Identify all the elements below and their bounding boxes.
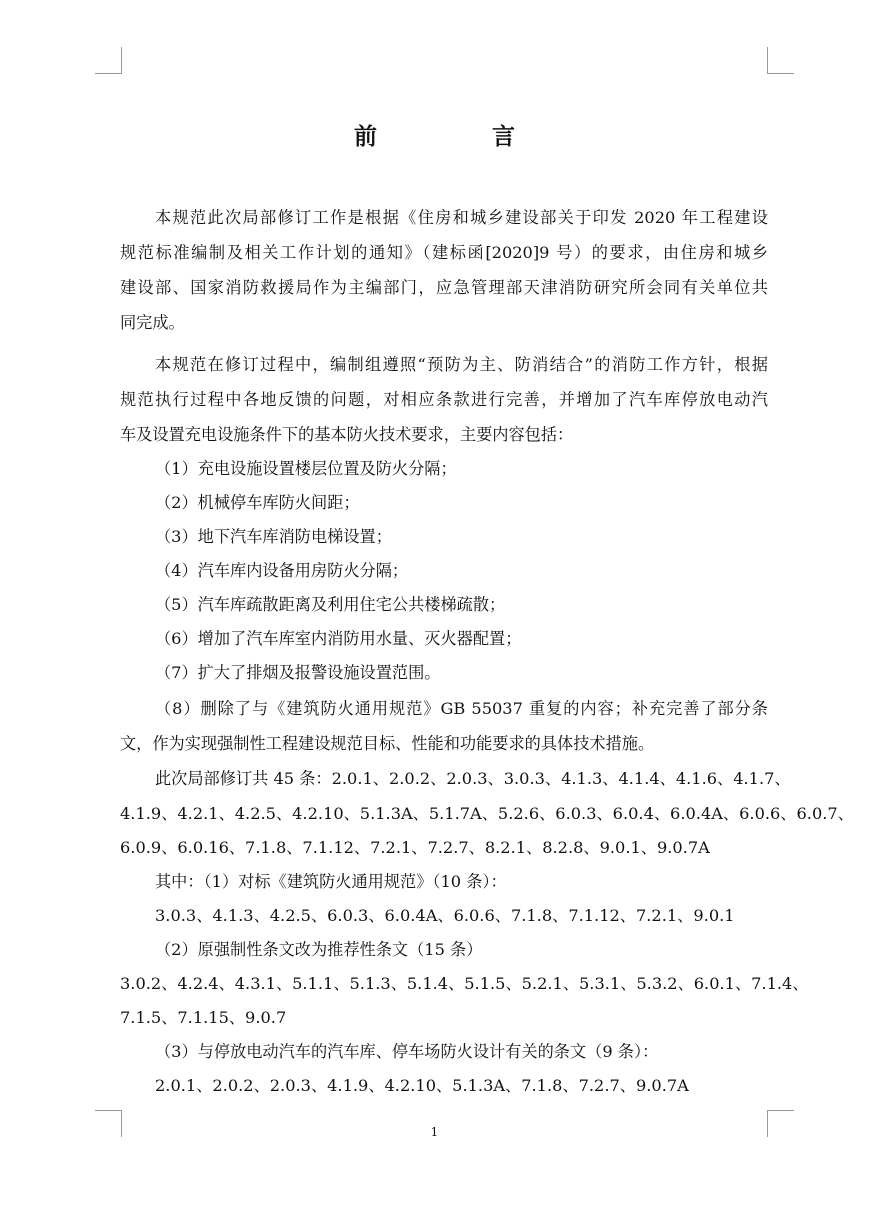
- list-item: （3）地下汽车库消防电梯设置；: [155, 527, 392, 546]
- list-item: （8）删除了与《建筑防火通用规范》GB 55037 重复的内容；补充完善了部分条: [155, 699, 768, 718]
- text-line: 此次局部修订共 45 条：2.0.1、2.0.2、2.0.3、3.0.3、4.1.3、4.1.4、4.1.6、4.1.7、: [155, 769, 791, 788]
- text-line: 3.0.3、4.1.3、4.2.5、6.0.3、6.0.4A、6.0.6、7.1.8、7.1.12、7.2.1、9.0.1: [155, 906, 735, 925]
- text-line: 7.1.5、7.1.15、9.0.7: [120, 1008, 287, 1027]
- crop-mark-top-right: [767, 47, 794, 74]
- text-line: 规范标准编制及相关工作计划的通知》（建标函[2020]9 号）的要求，由住房和城乡: [120, 243, 768, 262]
- list-item: （2）机械停车库防火间距；: [155, 493, 360, 512]
- list-item: （7）扩大了排烟及报警设施设置范围。: [155, 663, 441, 682]
- text-line: 2.0.1、2.0.2、2.0.3、4.1.9、4.2.10、5.1.3A、7.1.8、7.2.7、9.0.7A: [155, 1076, 689, 1095]
- list-item: （1）充电设施设置楼层位置及防火分隔；: [155, 459, 457, 478]
- text-line: （3）与停放电动汽车的汽车库、停车场防火设计有关的条文（9 条）：: [155, 1042, 659, 1061]
- page-title: 前 言: [354, 123, 561, 150]
- text-line: 建设部、国家消防救援局作为主编部门，应急管理部天津消防研究所会同有关单位共: [120, 278, 768, 297]
- page-number: 1: [430, 1125, 439, 1139]
- text-line: 4.1.9、4.2.1、4.2.5、4.2.10、5.1.3A、5.1.7A、5.2.6、6.0.3、6.0.4、6.0.4A、6.0.6、6.0.7、: [120, 804, 854, 823]
- text-line: 其中：（1）对标《建筑防火通用规范》（10 条）：: [155, 872, 507, 891]
- text-line: 本规范此次局部修订工作是根据《住房和城乡建设部关于印发 2020 年工程建设: [155, 208, 768, 227]
- list-item: （4）汽车库内设备用房防火分隔；: [155, 561, 409, 580]
- text-line: 3.0.2、4.2.4、4.3.1、5.1.1、5.1.3、5.1.4、5.1.5、5.2.1、5.3.1、5.3.2、6.0.1、7.1.4、: [120, 974, 809, 993]
- text-line: 同完成。: [120, 313, 185, 332]
- list-item: （5）汽车库疏散距离及利用住宅公共楼梯疏散；: [155, 595, 506, 614]
- text-line: 6.0.9、6.0.16、7.1.8、7.1.12、7.2.1、7.2.7、8.2.1、8.2.8、9.0.1、9.0.7A: [120, 838, 710, 857]
- crop-mark-top-left: [95, 47, 122, 74]
- text-line: （2）原强制性条文改为推荐性条文（15 条）: [155, 940, 483, 959]
- text-line: 文，作为实现强制性工程建设规范目标、性能和功能要求的具体技术措施。: [120, 734, 655, 753]
- text-line: 规范执行过程中各地反馈的问题，对相应条款进行完善，并增加了汽车库停放电动汽: [120, 390, 768, 409]
- list-item: （6）增加了汽车库室内消防用水量、灭火器配置；: [155, 629, 522, 648]
- text-line: 车及设置充电设施条件下的基本防火技术要求，主要内容包括：: [120, 425, 574, 444]
- text-line: 本规范在修订过程中，编制组遵照“预防为主、防消结合”的消防工作方针，根据: [155, 355, 768, 374]
